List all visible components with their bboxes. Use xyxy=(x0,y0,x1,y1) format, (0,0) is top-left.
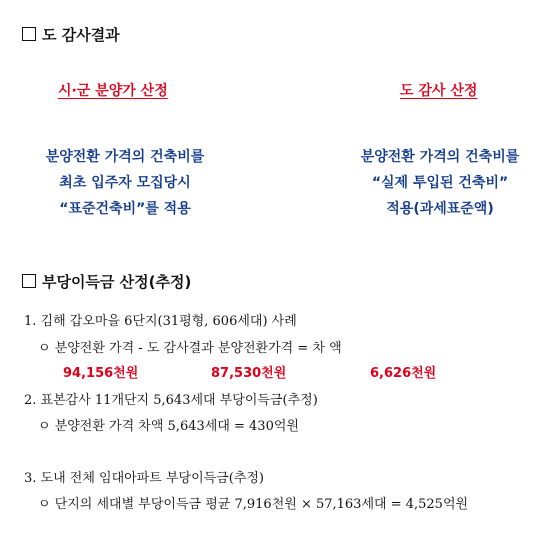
amount-difference: 6,626천원 xyxy=(370,366,437,381)
amount-conversion-price: 94,156천원 xyxy=(63,366,139,381)
section-heading-unjust-profit xyxy=(22,271,191,292)
item-2-title: 2. 표본감사 11개단지 5,643세대 부당이득금(추정) xyxy=(24,393,318,408)
item-3-detail: ㅇ 단지의 세대별 부당이득금 평균 7,916천원 × 57,163세대 = 4,525억원 xyxy=(38,497,469,512)
left-line-2: 최초 입주자 모집당시 xyxy=(59,175,191,191)
item-2-detail: ㅇ 분양전환 가격 차액 5,643세대 = 430억원 xyxy=(38,419,299,434)
amount-audit-price: 87,530천원 xyxy=(211,366,287,381)
right-line-1: 분양전환 가격의 건축비를 xyxy=(360,149,520,165)
left-line-3: “표준건축비”를 적용 xyxy=(59,201,191,217)
left-line-1: 분양전환 가격의 건축비를 xyxy=(45,149,205,165)
checkbox-square-icon xyxy=(22,27,36,41)
item-1-title: 1. 김해 갑오마을 6단지(31평형, 606세대) 사례 xyxy=(24,314,297,329)
item-1-detail: ㅇ 분양전환 가격 - 도 감사결과 분양전환가격 = 차 액 xyxy=(38,341,342,356)
left-column-text xyxy=(10,144,240,222)
item-3-title: 3. 도내 전체 임대아파트 부당이득금(추정) xyxy=(24,471,265,486)
right-column-text xyxy=(325,144,555,222)
section-heading-audit-result xyxy=(22,24,120,45)
checkbox-square-icon xyxy=(22,274,36,288)
right-line-2: “실제 투입된 건축비” xyxy=(371,175,509,191)
section-title: 부당이득금 산정(추정) xyxy=(42,273,192,291)
right-column-heading: 도 감사 산정 xyxy=(400,83,478,99)
left-column-heading: 시·군 분양가 산정 xyxy=(58,83,168,99)
right-line-3: 적용(과세표준액) xyxy=(386,201,494,217)
section-title: 도 감사결과 xyxy=(42,26,120,44)
